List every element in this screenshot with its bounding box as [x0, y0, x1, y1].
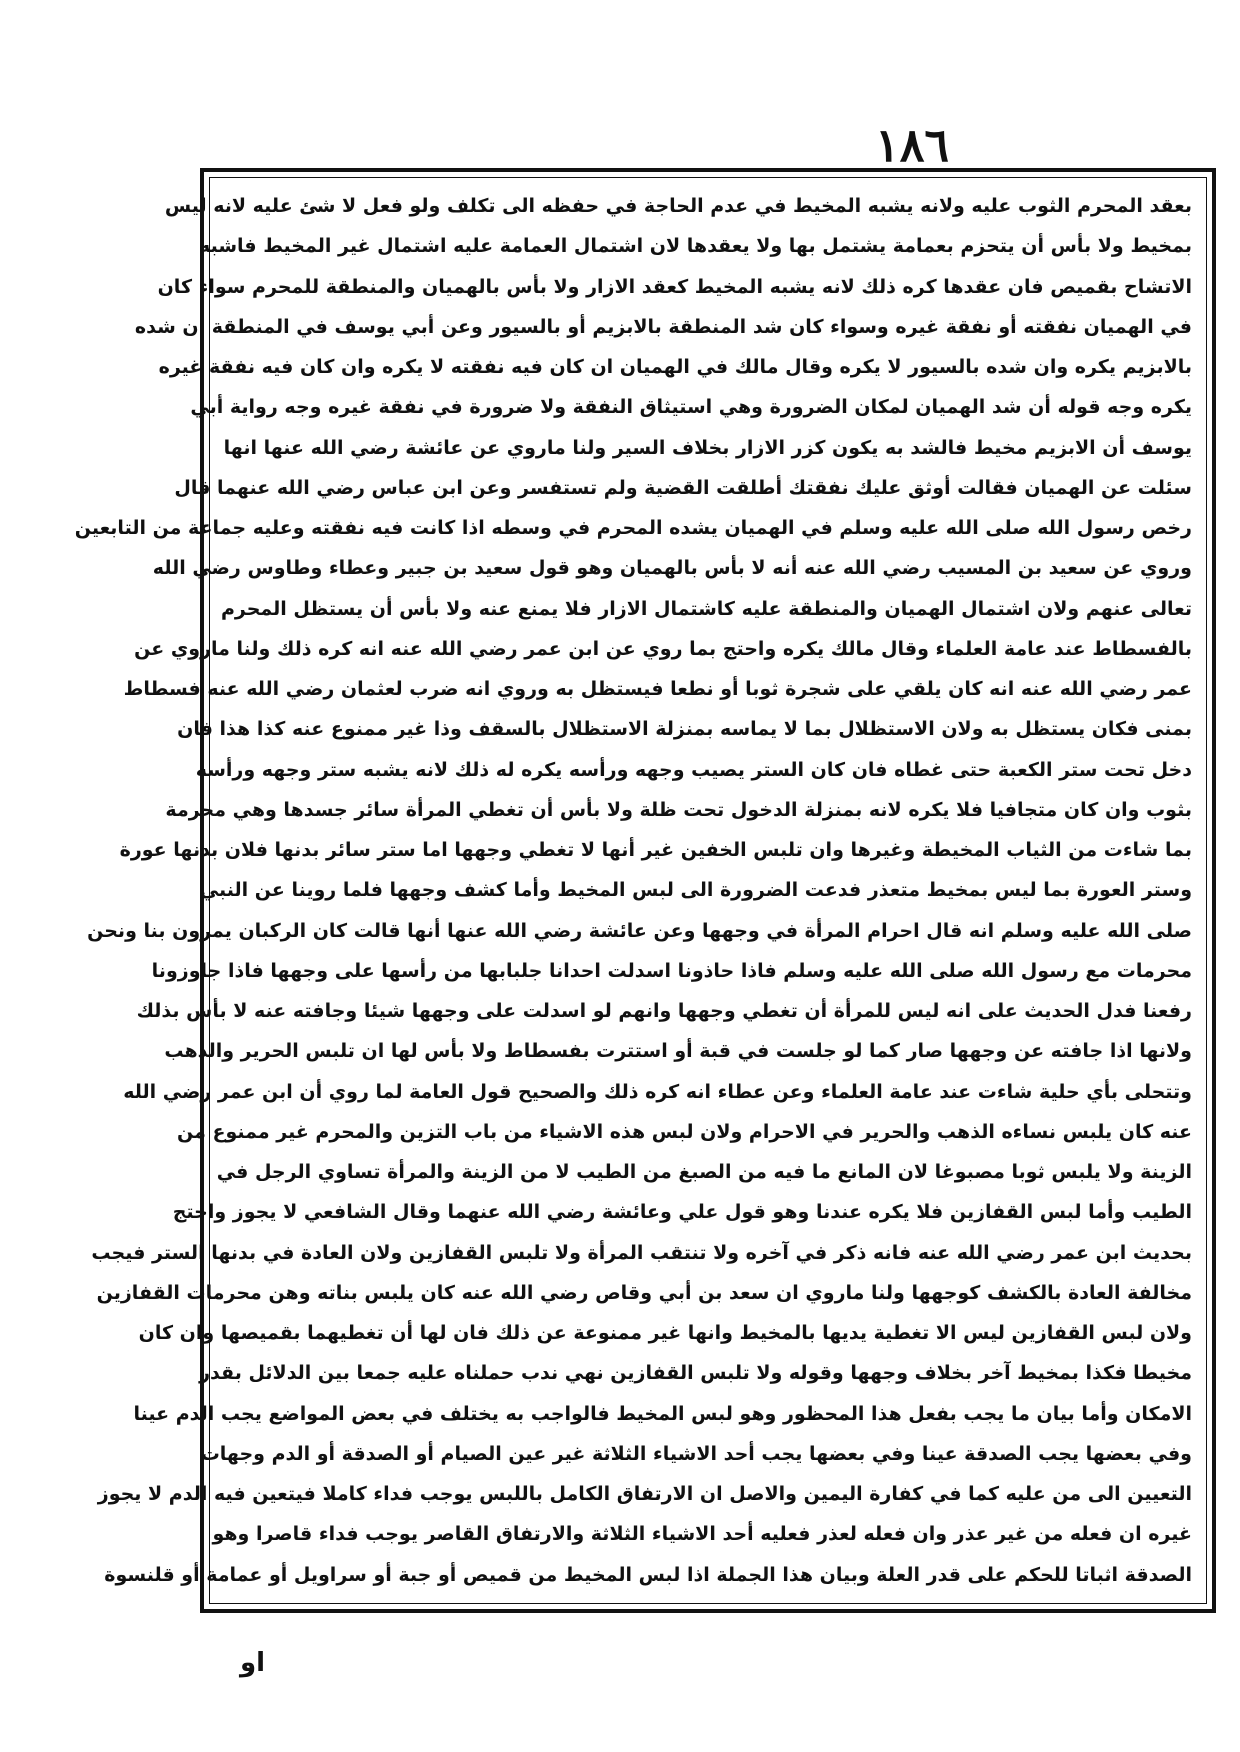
catchword: او — [240, 1648, 266, 1678]
text-line: يكره وجه قوله أن شد الهميان لمكان الضرورة وهي استيثاق النفقة ولا ضرورة في نفقة غيره وجه رواية أبي — [190, 396, 1192, 419]
text-line: محرمات مع رسول الله صلى الله عليه وسلم فاذا حاذونا اسدلت احدانا جلبابها من رأسها على وجهها فاذا جاوزونا — [151, 959, 1192, 982]
text-line: عمر رضي الله عنه انه كان يلقي على شجرة ثوبا أو نطعا فيستظل به وروي انه ضرب لعثمان رضي الله عنه فسطاط — [123, 678, 1192, 700]
page-border-frame — [74, 168, 1216, 1613]
text-line: بالابزيم يكره وان شده بالسيور لا يكره وقال مالك في الهميان ان كان فيه نفقته لا يكره وان كان فيه نفقة غيره — [158, 356, 1192, 378]
text-line: الصدقة اثباتا للحكم على قدر العلة وبيان هذا الجملة اذا لبس المخيط من قميص أو جبة أو سراويل أو عمامة أو قلنسوة — [104, 1563, 1192, 1586]
body-text — [74, 188, 1192, 1593]
text-line: الامكان وأما بيان ما يجب بفعل هذا المحظور وهو لبس المخيط فالواجب به يختلف في بعض المواضع يجب الدم عينا — [133, 1402, 1192, 1425]
text-line: الزينة ولا يلبس ثوبا مصبوغا لان المانع ما فيه من الصبغ من الطيب لا من الزينة والمرأة تساوي الرجل في — [216, 1161, 1192, 1183]
text-line: بمنى فكان يستظل به ولان الاستظلال بما لا يماسه بمنزلة الاستظلال بالسقف وذا غير ممنوع عنه كذا هذا فان — [177, 718, 1192, 741]
text-line: بعقد المحرم الثوب عليه ولانه يشبه المخيط في عدم الحاجة في حفظه الى تكلف ولو فعل لا شئ عليه لانه ليس — [164, 195, 1192, 217]
text-line: بثوب وان كان متجافيا فلا يكره لانه بمنزلة الدخول تحت ظلة ولا بأس أن تغطي المرأة سائر جسدها وهي محرمة — [165, 798, 1192, 821]
text-line: الطيب وأما لبس القفازين فلا يكره عندنا وهو قول علي وعائشة رضي الله عنهما وقال الشافعي لا يجوز واحتج — [172, 1201, 1192, 1224]
text-line: تعالى عنهم ولان اشتمال الهميان والمنطقة عليه كاشتمال الازار فلا يمنع عنه ولا بأس أن يستظل المحرم — [220, 597, 1192, 620]
text-line: وستر العورة بما ليس بمخيط متعذر فدعت الضرورة الى لبس المخيط وأما كشف وجهها فلما روينا عن النبي — [199, 879, 1192, 902]
text-line: رخص رسول الله صلى الله عليه وسلم في الهميان يشده المحرم في وسطه اذا كانت فيه نفقته وعليه جماعة من التابعين — [74, 517, 1192, 539]
text-line: مخالفة العادة بالكشف كوجهها ولنا ماروي ان سعد بن أبي وقاص رضي الله عنه كان يلبس بناته وهن محرمات القفازين — [96, 1281, 1192, 1304]
text-line: صلى الله عليه وسلم انه قال احرام المرأة في وجهها وعن عائشة رضي الله عنها أنها قالت كان الركبان يمرون بنا ونحن — [87, 919, 1192, 942]
text-line: دخل تحت ستر الكعبة حتى غطاه فان كان الستر يصيب وجهه ورأسه يكره له ذلك لانه يشبه ستر وجهه ورأسه — [195, 758, 1192, 781]
text-line: التعيين الى من عليه كما في كفارة اليمين والاصل ان الارتفاق الكامل باللبس يوجب فداء كاملا فيتعين فيه الدم لا يجوز — [97, 1483, 1192, 1505]
text-line: بحديث ابن عمر رضي الله عنه فانه ذكر في آخره ولا تنتقب المرأة ولا تلبس القفازين ولان العادة في بدنها الستر فيجب — [91, 1241, 1192, 1264]
text-line: ولان لبس القفازين ليس الا تغطية يديها بالمخيط وانها غير ممنوعة عن ذلك فان لها أن تغطيهما بقميصها وان كان — [138, 1322, 1192, 1344]
text-line: يوسف أن الابزيم مخيط فالشد به يكون كزر الازار بخلاف السير ولنا ماروي عن عائشة رضي الله عنها انها — [223, 436, 1192, 459]
text-line: سئلت عن الهميان فقالت أوثق عليك نفقتك أطلقت القضية ولم تستفسر وعن ابن عباس رضي الله عنهما قال — [174, 476, 1192, 499]
page-number: ١٨٦ — [875, 118, 950, 172]
text-line: غيره ان فعله من غير عذر وان فعله لعذر فعليه أحد الاشياء الثلاثة والارتفاق القاصر يوجب فداء قاصرا وهو — [212, 1523, 1192, 1546]
text-line: وروي عن سعيد بن المسيب رضي الله عنه أنه لا بأس بالهميان وهو قول سعيد بن جبير وعطاء وطاوس رضي الله — [152, 557, 1192, 580]
text-line: رفعنا فدل الحديث على انه ليس للمرأة أن تغطي وجهها وانهم لو اسدلت على وجهها شيئا وجافته عنه لا بأس بذلك — [136, 1000, 1192, 1022]
text-line: ولانها اذا جافته عن وجهها صار كما لو جلست في قبة أو استترت بفسطاط ولا بأس لها ان تلبس الحرير والذهب — [164, 1040, 1192, 1063]
text-line: بالفسطاط عند عامة العلماء وقال مالك يكره واحتج بما روي عن ابن عمر رضي الله عنه انه كره ذلك ولنا ماروي عن — [134, 637, 1192, 660]
text-line: وتتحلى بأي حلية شاءت عند عامة العلماء وعن عطاء انه كره ذلك والصحيح قول العامة لما روي أن ابن عمر رضي الله — [123, 1080, 1192, 1103]
text-line: وفي بعضها يجب الصدقة عينا وفي بعضها يجب أحد الاشياء الثلاثة غير عين الصيام أو الصدقة أو الدم وجهات — [200, 1442, 1192, 1465]
text-line: عنه كان يلبس نساءه الذهب والحرير في الاحرام ولان لبس هذه الاشياء من باب التزين والمحرم غير ممنوع من — [177, 1120, 1192, 1143]
text-line: بما شاءت من الثياب المخيطة وغيرها وان تلبس الخفين غير أنها لا تغطي وجهها اما ستر سائر بدنها فلان بدنها عورة — [119, 839, 1192, 861]
text-line: في الهميان نفقته أو نفقة غيره وسواء كان شد المنطقة بالابزيم أو بالسيور وعن أبي يوسف في المنطقة ان شده — [134, 315, 1192, 338]
inner-border-frame — [74, 177, 1207, 1604]
text-line: بمخيط ولا بأس أن يتحزم بعمامة يشتمل بها ولا يعقدها لان اشتمال العمامة عليه اشتمال غير المخيط فاشبه — [199, 235, 1192, 258]
text-line: الاتشاح بقميص فان عقدها كره ذلك لانه يشبه المخيط كعقد الازار ولا بأس بالهميان والمنطقة للمحرم سواء كان — [157, 275, 1192, 298]
text-line: مخيطا فكذا بمخيط آخر بخلاف وجهها وقوله ولا تلبس القفازين نهي ندب حملناه عليه جمعا بين الدلائل بقدر — [199, 1362, 1192, 1385]
